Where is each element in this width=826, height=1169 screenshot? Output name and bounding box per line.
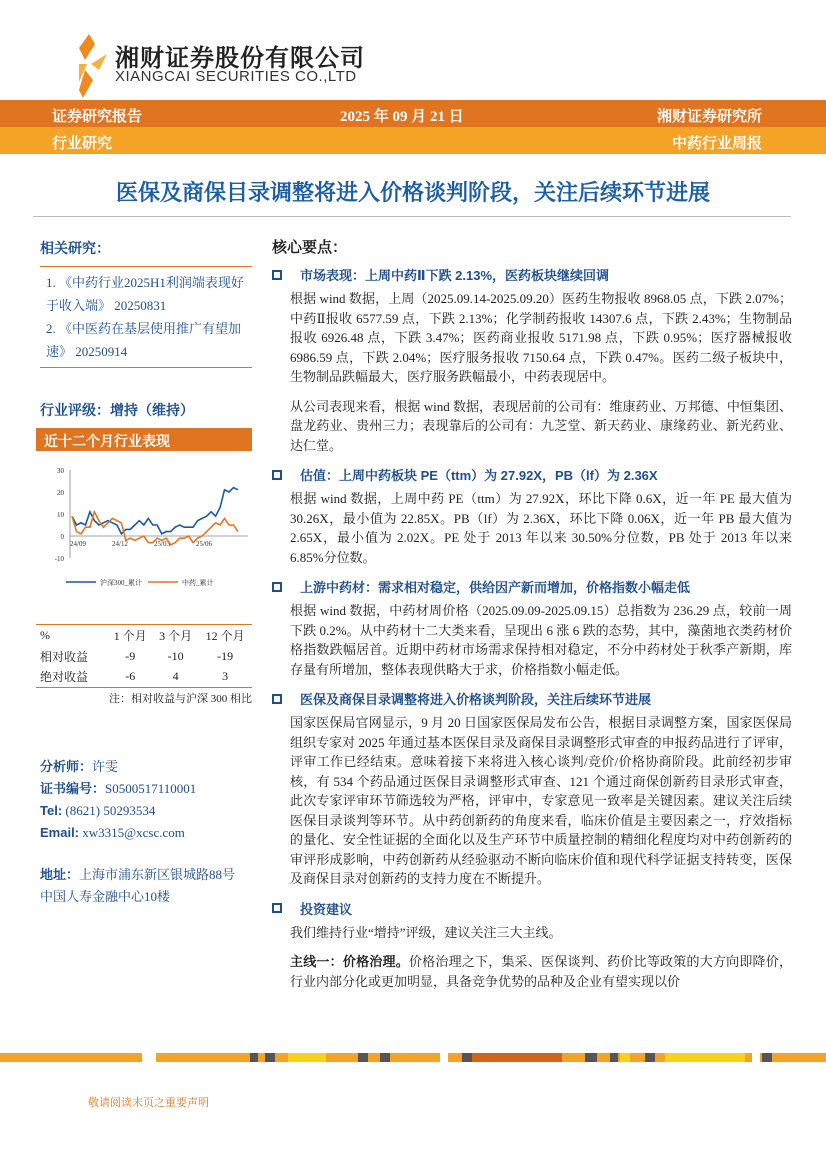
table-cell: 绝对收益: [40, 670, 89, 685]
performance-heading: 近十二个月行业表现: [36, 428, 252, 451]
y-tick-label: 30: [57, 467, 64, 475]
checkbox-bullet-icon: [272, 903, 282, 913]
table-header: 1 个月: [113, 628, 147, 643]
industry-rating: 行业评级：增持（维持）: [40, 402, 194, 418]
company-name-cn: 湘财证券股份有限公司: [115, 45, 365, 72]
related-item[interactable]: 1. 《中药行业2025H1利润端表现好于收入端》 20250831: [46, 275, 244, 313]
related-research-heading: 相关研究：: [40, 240, 110, 256]
legend-label: 沪深300_累计: [100, 579, 142, 587]
table-cell: 相对收益: [40, 649, 89, 664]
table-header: 12 个月: [205, 628, 245, 643]
paragraph: [290, 952, 792, 991]
paragraph: 从公司表现来看，根据 wind 数据，表现居前的公司有：维康药业、万邦德、中恒集团、盘龙药业、贵州三力；表现靠后的公司有：九芝堂、新天药业、康缘药业、新光药业、达仁堂。: [290, 398, 792, 453]
checkbox-bullet-icon: [272, 582, 282, 592]
email-label: Email:: [40, 825, 80, 840]
section-title: 医保及商保目录调整将进入价格谈判阶段，关注后续环节进展: [300, 692, 652, 707]
section-title: 投资建议: [300, 901, 353, 917]
address-line-1: 上海市浦东新区银城路88号: [79, 867, 236, 882]
section-title: 上游中药材：需求相对稳定，供给因产新而增加，价格指数小幅走低: [300, 580, 691, 595]
analyst-name: 许雯: [92, 759, 119, 774]
series-line-zhongyao: [72, 512, 238, 545]
address: [40, 864, 235, 908]
table-header-row: [36, 625, 252, 646]
performance-chart: [36, 460, 252, 595]
title-divider: [33, 216, 791, 217]
section-heading: [272, 577, 792, 596]
mainline-text: 价格治理之下，集采、医保谈判、药价比等政策的大方向即降价，行业内部分化或更加明显，具备竞争优势的品种及企业有望实现以价: [290, 954, 792, 989]
table-cell: 3: [222, 669, 229, 684]
table-row: [36, 667, 252, 688]
company-name-en: XIANGCAI SECURITIES CO.,LTD: [115, 68, 357, 85]
section-heading: [272, 465, 792, 484]
footer-stripe: [0, 1053, 826, 1062]
address-line-2: 中国人寿金融中心10楼: [40, 889, 171, 904]
table-header: %: [40, 627, 50, 642]
header-bar-top: [0, 100, 826, 127]
related-research-list: [40, 266, 252, 368]
institute: 湘财证券研究所: [656, 109, 762, 125]
table-cell: -19: [217, 648, 234, 663]
x-tick-label: 25/03: [154, 540, 170, 548]
paragraph: 根据 wind 数据，上周（2025.09.14-2025.09.20）医药生物报收 8968.05 点，下跌 2.07%；中药Ⅱ报收 6577.59 点，下跌 2.13%；化学制药报收 14307.6 点，下跌 2.43%；生物制品报收 6926.48 点，下跌 3.47%；医药商业报收 5171.98 点，下跌 0.95%；医疗器械报收 6986.59 点，下跌 2.04%；医疗服务报收 7150.64 点，下跌 0.47%。医药二级子板块中，生物制品跌幅最大，医疗服务跌幅最小，中药表现居中。: [290, 291, 792, 384]
table-cell: -9: [125, 648, 136, 663]
y-tick-label: -10: [54, 555, 64, 563]
paragraph: 国家医保局官网显示，9 月 20 日国家医保局发布公告，根据目录调整方案，国家医保局组织专家对 2025 年通过基本医保目录及商保目录调整形式审查的申报药品进行了评审，评审工作已经结束。意味着接下来将进入核心谈判/竞价/价格协商阶段。此前经初步审核，有 534 个药品通过医保目录调整形式审查、121 个通过商保创新药目录形式审查，此次专家评审环节筛选较为严格，评审中，专家意见一致率是关键因素。建议关注后续医保目录谈判等环节。从中药创新药的角度来看，临床价值是主要因素之一，疗效指标的量化、安全性证据的全面化以及生产环节中质量控制的精细化程度均对中药创新药的审评形成影响，中药创新药从经验驱动不断向临床价值和现代科学证据支持转变，医保及商保目录对创新药的支持力度在不断提升。: [290, 715, 792, 886]
table-cell: -10: [167, 648, 184, 663]
y-tick-label: 20: [57, 489, 64, 497]
core-points-heading: 核心要点：: [272, 239, 348, 256]
tel-number: (8621) 50293534: [65, 803, 156, 818]
mainline-label: 主线一：价格治理。: [290, 954, 409, 969]
returns-table: [36, 624, 252, 688]
address-label: 地址：: [40, 867, 80, 882]
section-title: 市场表现：上周中药Ⅱ下跌 2.13%，医药板块继续回调: [300, 268, 610, 283]
analyst-label: 分析师：: [40, 759, 93, 774]
table-header: 3 个月: [159, 628, 193, 643]
report-type: 证券研究报告: [52, 109, 143, 125]
table-cell: -6: [125, 669, 136, 684]
analyst-info: [40, 756, 196, 844]
checkbox-bullet-icon: [272, 270, 282, 280]
table-note: 注：相对收益与沪深 300 相比: [109, 693, 252, 705]
table-row: [36, 646, 252, 667]
tel-label: Tel:: [40, 803, 63, 818]
email-link[interactable]: xw3315@xcsc.com: [82, 825, 185, 840]
section-heading: [272, 689, 792, 708]
legend-label: 中药_累计: [182, 579, 214, 587]
section-title: 估值：上周中药板块 PE（ttm）为 27.92X，PB（lf）为 2.36X: [300, 468, 658, 483]
paragraph: 根据 wind 数据，上周中药 PE（ttm）为 27.92X，环比下降 0.6X，近一年 PE 最大值为 30.26X，最小值为 22.85X。PB（lf）为 2.36X，环比下降 0.06X，近一年 PB 最大值为 2.65X，最小值为 2.02X。PE 处于 2013 年以来 30.50%分位数，PB 处于 2013 年以来 6.85%分位数。: [290, 491, 792, 565]
x-tick-label: 24/09: [70, 540, 86, 548]
checkbox-bullet-icon: [272, 470, 282, 480]
y-tick-label: 10: [57, 511, 64, 519]
paragraph: 我们维持行业“增持”评级，建议关注三大主线。: [290, 924, 562, 940]
section-heading: [272, 899, 792, 918]
table-cell: 4: [172, 669, 179, 684]
related-item[interactable]: 2. 《中医药在基层使用推广有望加速》 20250914: [46, 321, 242, 359]
main-content: [272, 236, 792, 1001]
paragraph: 根据 wind 数据，中药材周价格（2025.09.09-2025.09.15）总指数为 236.29 点，较前一周下跌 0.2%。从中药材十二大类来看，呈现出 6 涨 6 跌的态势，其中，藻菌地衣类药材价格指数跌幅居首。近期中药材市场需求保持相对稳定，不分中药材处于秋季产新期，库存量有所增加，整体表现供略大于求，价格指数小幅走低。: [290, 603, 792, 677]
section-heading: [272, 265, 792, 284]
y-tick-label: 0: [60, 533, 64, 541]
cert-number: S0500517110001: [105, 781, 197, 796]
series-line-hs300: [72, 488, 238, 534]
x-tick-label: 24/12: [112, 540, 128, 548]
company-logo-icon: [75, 34, 107, 98]
page-title: 医保及商保目录调整将进入价格谈判阶段，关注后续环节进展: [115, 180, 710, 205]
cert-label: 证书编号：: [40, 781, 106, 796]
x-tick-label: 25/06: [196, 540, 212, 548]
checkbox-bullet-icon: [272, 694, 282, 704]
header-bar-bottom: [0, 127, 826, 154]
report-date: 2025 年 09 月 21 日: [340, 109, 464, 125]
report-series: 中药行业周报: [671, 136, 762, 152]
report-category: 行业研究: [52, 136, 113, 152]
footer-disclaimer: 敬请阅读末页之重要声明: [88, 1097, 209, 1109]
